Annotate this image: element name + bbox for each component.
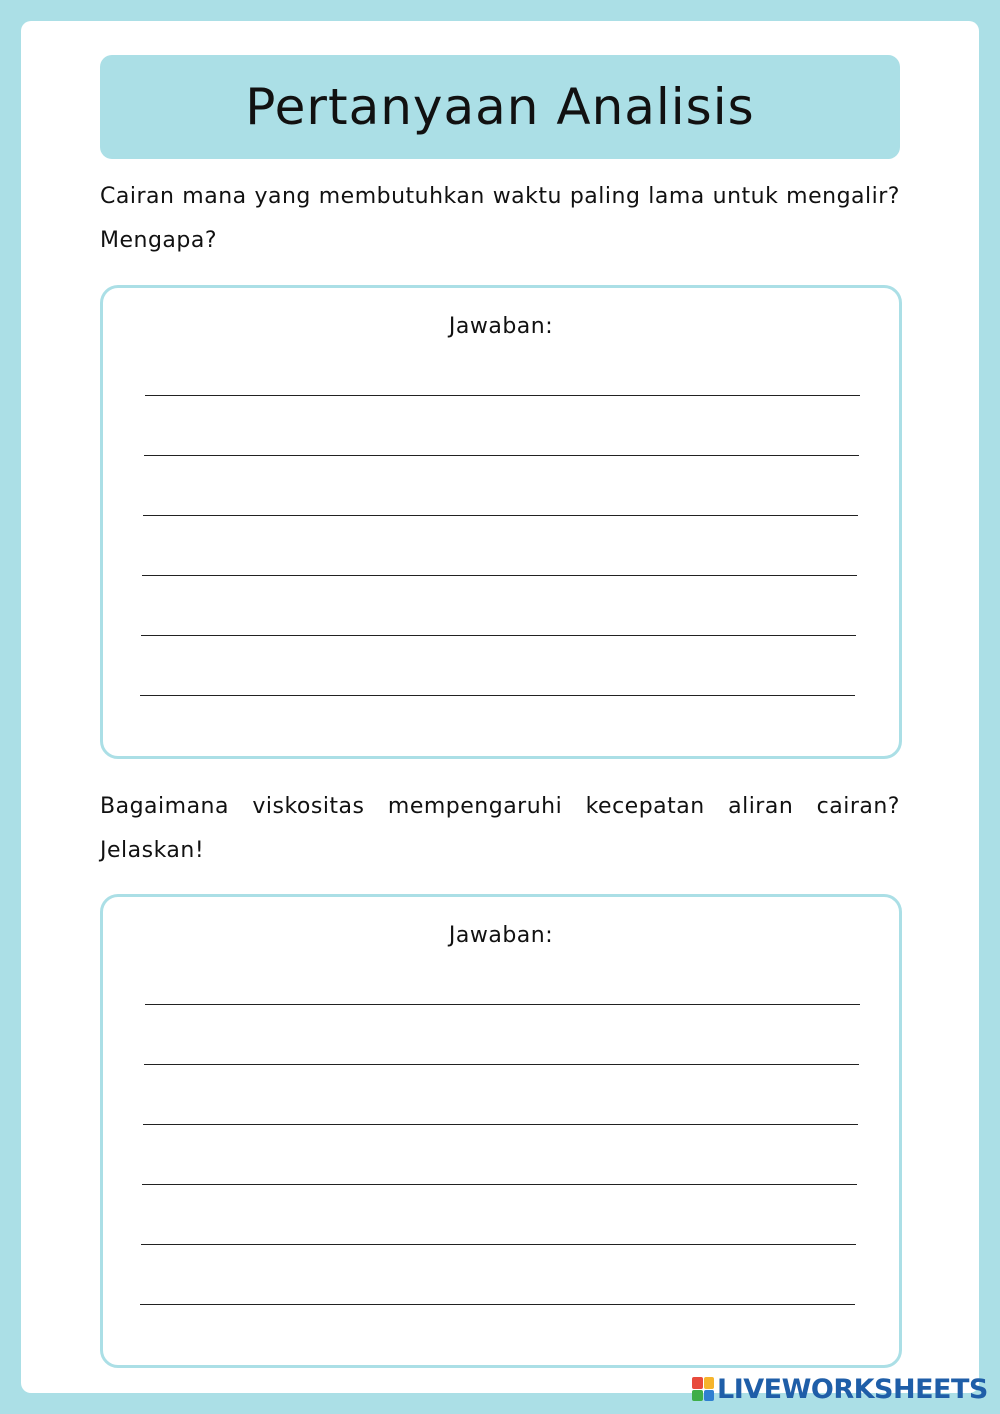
answer-line[interactable] bbox=[143, 515, 858, 516]
answer-line[interactable] bbox=[144, 455, 859, 456]
answer-line[interactable] bbox=[142, 1184, 857, 1185]
question-2: Bagaimana viskositas mempengaruhi kecepatan aliran cairan? Jelaskan! bbox=[100, 794, 900, 863]
answer-line[interactable] bbox=[143, 1124, 858, 1125]
answer-line[interactable] bbox=[144, 1064, 859, 1065]
answer-line[interactable] bbox=[140, 1304, 855, 1305]
page-title: Pertanyaan Analisis bbox=[245, 78, 755, 136]
question-1: Cairan mana yang membutuhkan waktu paling lama untuk mengalir? Mengapa? bbox=[100, 184, 900, 253]
answer-box-1 bbox=[100, 285, 902, 759]
answer-line[interactable] bbox=[142, 575, 857, 576]
answer-label-2: Jawaban: bbox=[448, 923, 554, 948]
answer-line[interactable] bbox=[141, 1244, 856, 1245]
answer-box-2 bbox=[100, 894, 902, 1368]
liveworksheets-logo bbox=[692, 1374, 988, 1404]
answer-line[interactable] bbox=[140, 695, 855, 696]
logo-text: LIVEWORKSHEETS bbox=[717, 1373, 988, 1405]
title-banner bbox=[100, 55, 900, 159]
answer-line[interactable] bbox=[145, 395, 860, 396]
liveworksheets-logo-icon bbox=[692, 1377, 714, 1401]
answer-label-1: Jawaban: bbox=[448, 314, 554, 339]
answer-line[interactable] bbox=[141, 635, 856, 636]
answer-line[interactable] bbox=[145, 1004, 860, 1005]
